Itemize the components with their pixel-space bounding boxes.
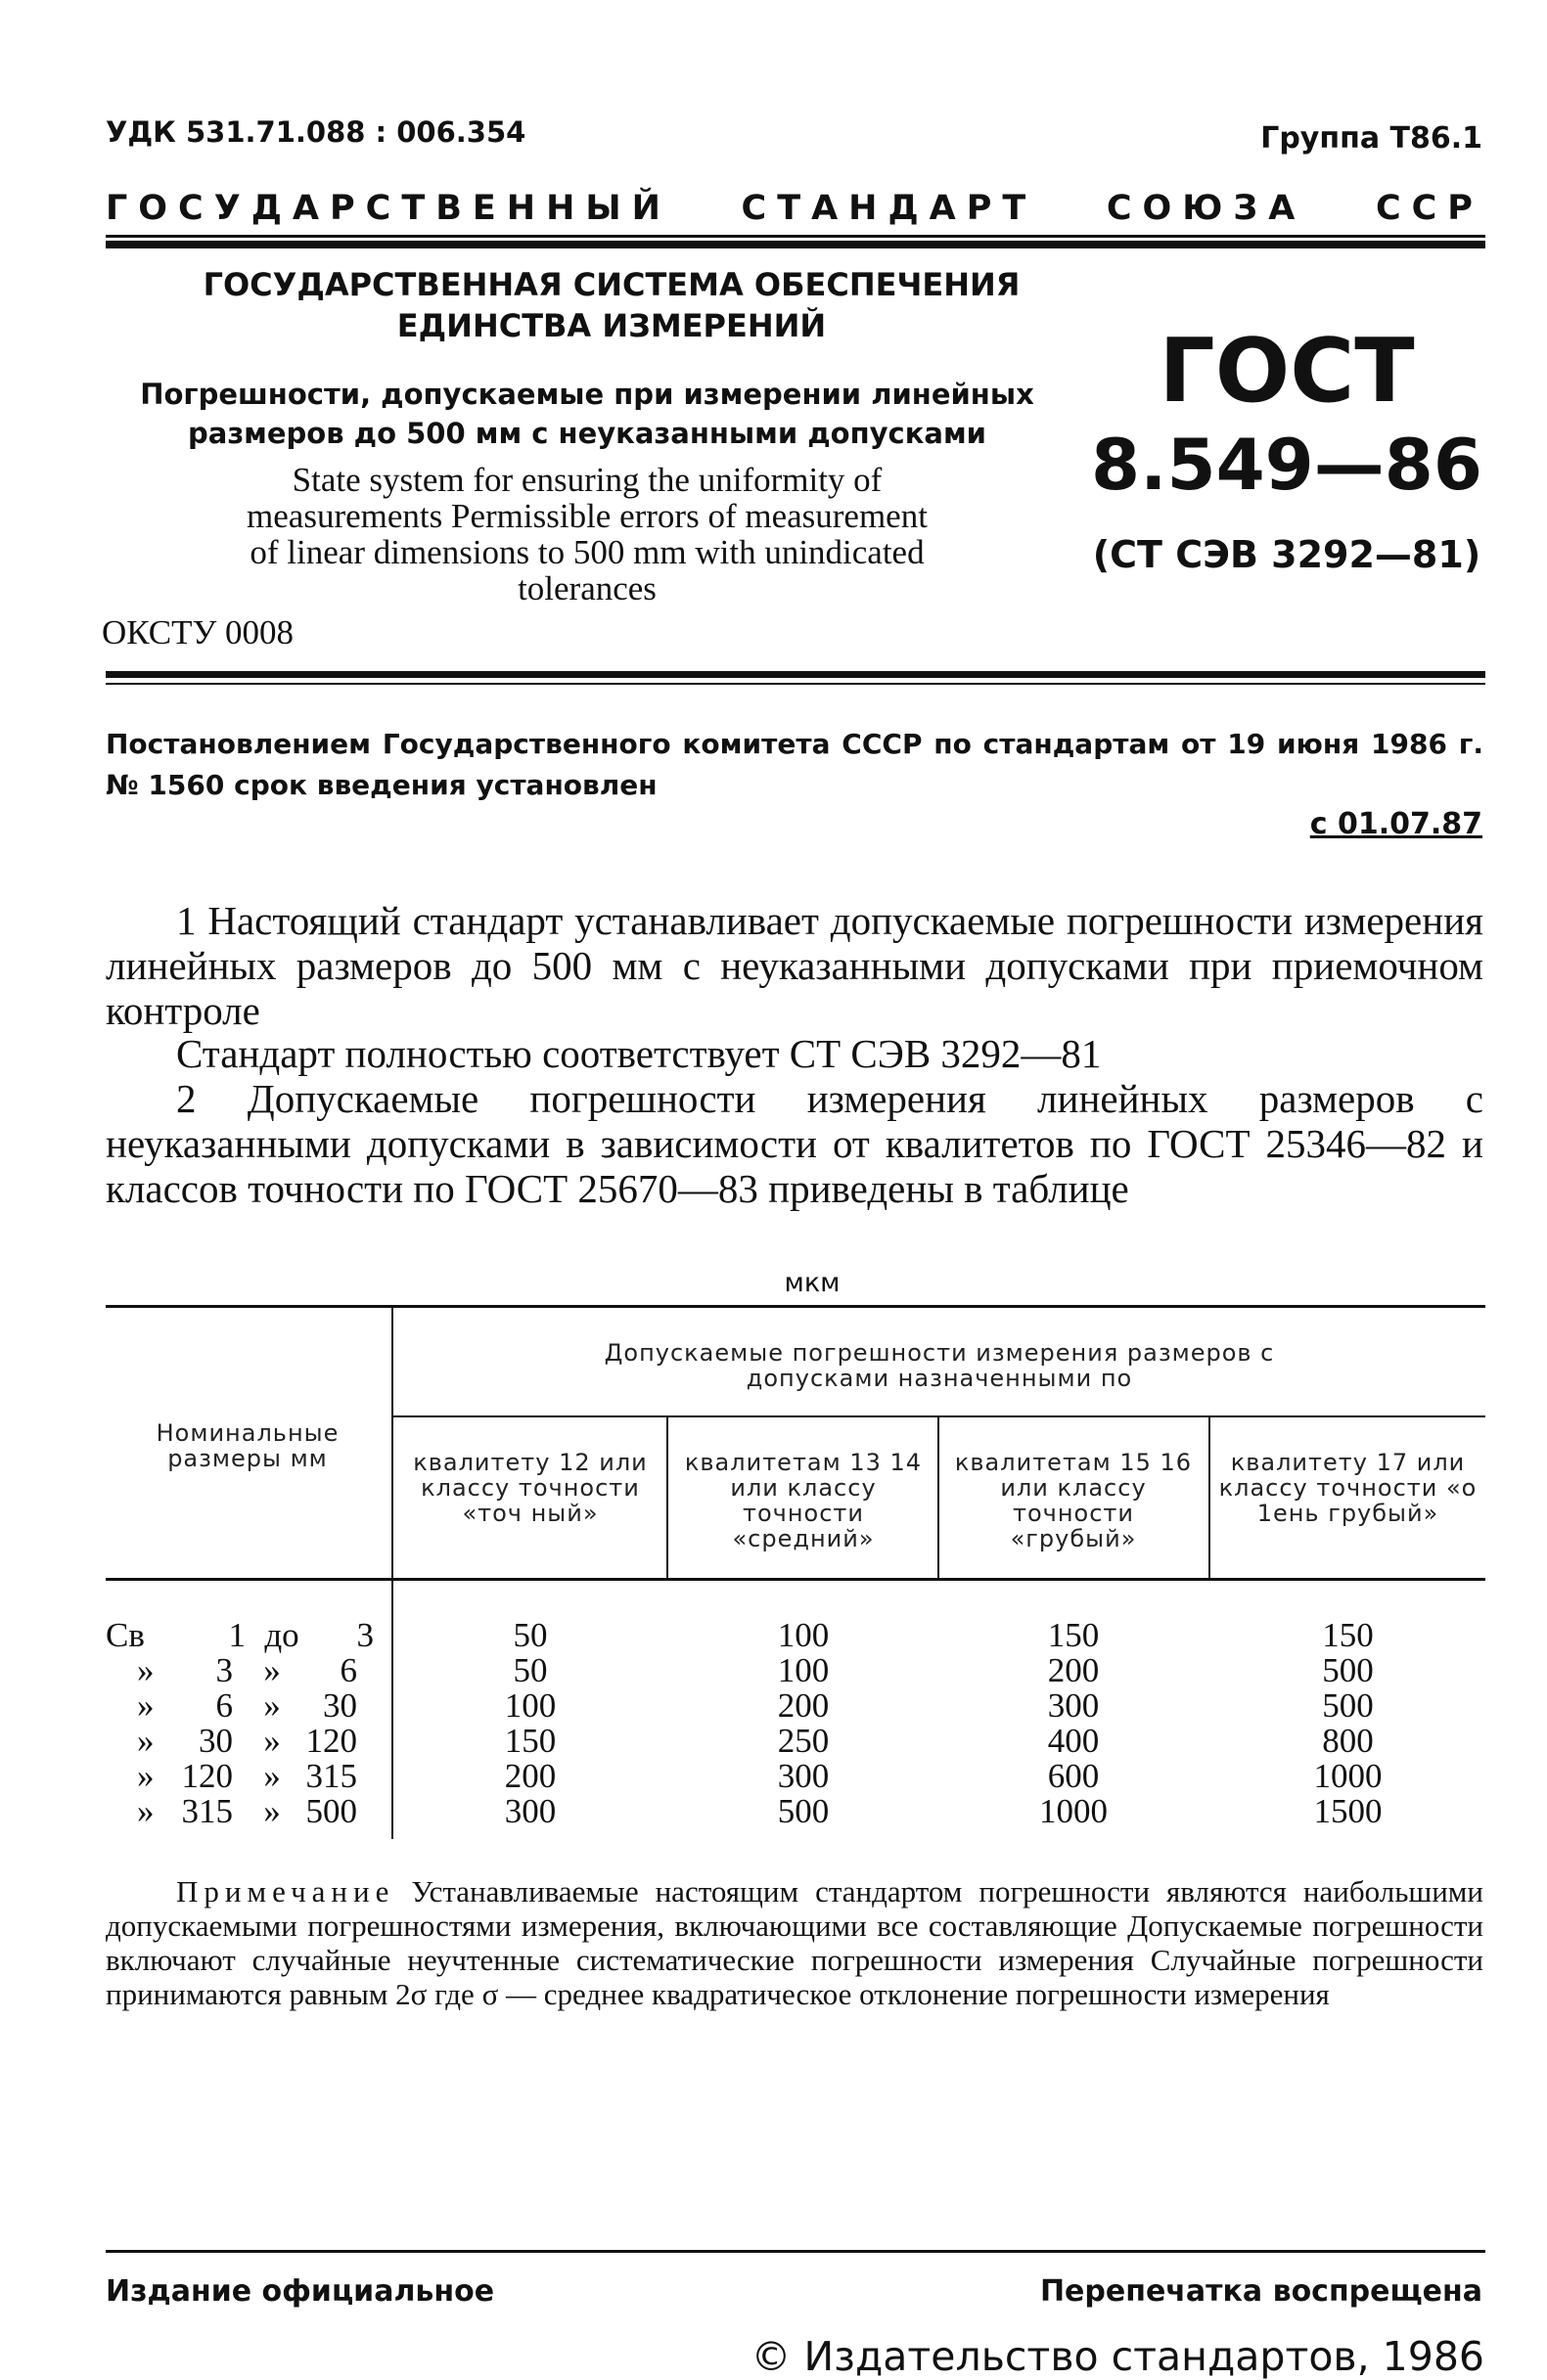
row-to: 120 <box>305 1722 357 1760</box>
cell-value: 200 <box>504 1757 557 1795</box>
row-from: 6 <box>215 1686 233 1725</box>
cell-value: 300 <box>504 1792 557 1830</box>
table-column-header: квалитету 17 или классу точности «о 1ень грубый» <box>1218 1449 1478 1527</box>
edition-label: Издание официальное <box>106 2274 495 2309</box>
cell-value: 50 <box>513 1616 548 1654</box>
paragraph-1-compliance: Стандарт полностью соответствует СТ СЭВ 3292—81 <box>176 1031 1102 1076</box>
table-header-nominal: Номинальные размеры мм <box>156 1419 340 1472</box>
row-prefix: » <box>137 1686 155 1725</box>
row-from: 1 <box>228 1616 246 1654</box>
standard-title-ru <box>127 375 1047 453</box>
table-header-group: Допускаемые погрешности измерения размеров с допусками назначенными по <box>604 1339 1275 1392</box>
cell-value: 500 <box>777 1792 830 1830</box>
st-sev-reference: (СТ СЭВ 3292—81) <box>1092 533 1481 576</box>
cell-value: 1500 <box>1313 1792 1383 1830</box>
state-word-1: ГОСУДАРСТВЕННЫЙ <box>106 189 671 228</box>
row-to: 30 <box>323 1686 357 1725</box>
cell-value: 100 <box>777 1616 830 1654</box>
standard-title-en <box>147 462 1027 606</box>
top-rule-thin <box>106 235 1485 238</box>
row-prefix: » <box>137 1722 155 1760</box>
row-mid: » <box>263 1686 281 1725</box>
udk-code: УДК 531.71.088 : 006.354 <box>106 115 526 149</box>
note-text: Устанавливаемые настоящим стандартом погрешности являются наибольшими допускаемыми погрешностями измерения, включающими все составляющие Допускаемые погрешности включают случайные неучтенные систематические погрешности измерения Случайные погрешности принимаются равным 2σ где σ — среднее квадратическое отклонение погрешности измерения <box>106 1874 1483 2011</box>
row-mid: » <box>263 1757 281 1795</box>
system-title-line: ГОСУДАРСТВЕННАЯ СИСТЕМА ОБЕСПЕЧЕНИЯ <box>203 266 1021 303</box>
row-to: 315 <box>305 1757 357 1795</box>
title-ru-line: размеров до 500 мм с неуказанными допусками <box>188 417 986 450</box>
row-from: 120 <box>181 1757 233 1795</box>
paragraph-1: 1 Настоящий стандарт устанавливает допускаемые погрешности измерения линейных размеров до 500 мм с неуказанными допусками при приемочном контроле <box>106 898 1483 1033</box>
title-en-line: measurements Permissible errors of measurement <box>247 497 928 535</box>
state-standard-heading <box>106 189 1483 228</box>
row-to: 6 <box>340 1651 357 1689</box>
title-en-line: State system for ensuring the uniformity of <box>292 461 883 499</box>
table-body-divider <box>391 1581 393 1839</box>
system-title-line: ЕДИНСТВА ИЗМЕРЕНИЙ <box>396 307 827 344</box>
row-to: 500 <box>305 1792 357 1830</box>
cell-value: 100 <box>504 1686 557 1725</box>
cell-value: 100 <box>777 1651 830 1689</box>
paragraph-2: 2 Допускаемые погрешности измерения линейных размеров с неуказанными допусками в зависимости от квалитетов по ГОСТ 25346—82 и классов точности по ГОСТ 25670—83 приведены в таблице <box>106 1076 1483 1211</box>
cell-value: 150 <box>1047 1616 1100 1654</box>
row-from: 315 <box>181 1792 233 1830</box>
cell-value: 300 <box>777 1757 830 1795</box>
cell-value: 600 <box>1047 1757 1100 1795</box>
gost-number: 8.549—86 <box>1091 424 1482 506</box>
publisher-line: © Издательство стандартов, 1986 <box>751 2333 1484 2380</box>
row-mid: » <box>263 1722 281 1760</box>
reprint-notice: Перепечатка воспрещена <box>1039 2274 1482 2309</box>
title-ru-line: Погрешности, допускаемые при измерении линейных <box>140 378 1034 411</box>
row-from: 30 <box>199 1722 233 1760</box>
cell-value: 1000 <box>1039 1792 1108 1830</box>
note-label: Примечание <box>176 1874 395 1908</box>
table-header-bottom-rule <box>106 1578 1485 1581</box>
row-to: 3 <box>356 1616 374 1654</box>
row-from: 3 <box>215 1651 233 1689</box>
table-group-divider <box>393 1415 1485 1417</box>
title-en-line: of linear dimensions to 500 mm with unindicated <box>250 533 925 571</box>
state-word-2: СТАНДАРТ <box>741 189 1037 228</box>
row-prefix: » <box>137 1757 155 1795</box>
cell-value: 200 <box>777 1686 830 1725</box>
table-top-rule <box>106 1305 1485 1308</box>
title-en-line: tolerances <box>518 569 657 607</box>
system-title <box>147 264 1076 346</box>
cell-value: 1000 <box>1313 1757 1383 1795</box>
table-col-divider <box>666 1417 668 1580</box>
table-col-divider <box>1208 1417 1210 1580</box>
table-note <box>106 1874 1483 2011</box>
cell-value: 500 <box>1322 1686 1374 1725</box>
cell-value: 500 <box>1322 1651 1374 1689</box>
cell-value: 150 <box>504 1722 557 1760</box>
state-word-3: СОЮЗА <box>1106 189 1306 228</box>
cell-value: 250 <box>777 1722 830 1760</box>
cell-value: 150 <box>1322 1616 1374 1654</box>
header-bottom-rule-thin <box>106 683 1485 685</box>
row-mid: » <box>263 1651 281 1689</box>
cell-value: 400 <box>1047 1722 1100 1760</box>
footer-rule <box>106 2250 1485 2253</box>
cell-value: 800 <box>1322 1722 1374 1760</box>
oksty-code: ОКСТУ 0008 <box>102 613 295 651</box>
effective-date: с 01.07.87 <box>1309 807 1482 841</box>
row-mid: до <box>264 1616 299 1654</box>
state-word-4: ССР <box>1375 189 1483 228</box>
header-bottom-rule-thick <box>106 671 1485 678</box>
cell-value: 50 <box>513 1651 548 1689</box>
table-col-divider <box>937 1417 939 1580</box>
table-column-header: квалитету 12 или классу точности «точ ный» <box>413 1449 648 1527</box>
row-mid: » <box>263 1792 281 1830</box>
group-code: Группа Т86.1 <box>1260 121 1482 156</box>
table-column-header: квалитетам 13 14 или классу точности «средний» <box>684 1449 923 1552</box>
row-prefix: » <box>137 1792 155 1830</box>
cell-value: 200 <box>1047 1651 1100 1689</box>
table-nominal-divider <box>391 1308 393 1580</box>
decree-text: Постановлением Государственного комитета СССР по стандартам от 19 июня 1986 г. № 1560 срок введения установлен <box>106 728 1483 801</box>
gost-word: ГОСТ <box>1159 320 1415 423</box>
table-unit: мкм <box>784 1268 841 1298</box>
cell-value: 300 <box>1047 1686 1100 1725</box>
row-prefix: » <box>137 1651 155 1689</box>
row-prefix: Св <box>106 1616 145 1654</box>
table-column-header: квалитетам 15 16 или классу точности «грубый» <box>954 1449 1193 1552</box>
top-rule-thick <box>106 241 1485 248</box>
